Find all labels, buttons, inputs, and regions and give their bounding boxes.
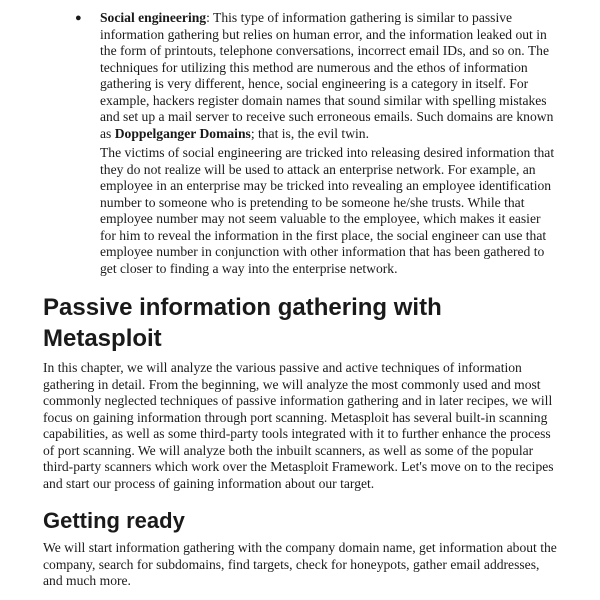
heading-passive-information-gathering: Passive information gathering with Metasploit — [43, 294, 442, 352]
bullet-text-2: ; that is, the evil twin. — [250, 125, 369, 141]
bullet-icon: ● — [75, 12, 82, 24]
social-engineering-bullet — [75, 10, 556, 142]
bullet-emphasis: Doppelganger Domains — [114, 125, 251, 141]
getting-ready-paragraph: We will start information gathering with the company domain name, get information about the company, search for subdomains, find targets, check for honeypots, gather email addresses, and much more. — [43, 540, 557, 588]
victims-paragraph: The victims of social engineering are tricked into releasing desired information that they do not realize will be used to attack an enterprise network. For example, an employee in an enterprise may be tricked into revealing an employee identification number to someone who is pretending to be someone he/she trusts. While that employee number may not seem valuable to the employee, which makes it easier for him to reveal the information in the first place, the social engineer can use that employee number in conjunction with other information that has been gathered to get closer to finding a way into the enterprise network. — [100, 145, 555, 276]
chapter-intro-paragraph: In this chapter, we will analyze the various passive and active techniques of information gathering in detail. From the beginning, we will analyze the most commonly used and most commonly neglected techniques of passive information gathering and in later recipes, we will focus on gaining information through port scanning. Metasploit has several built-in scanning capabilities, as well as some third-party tools integrated with it to further enhance the process of port scanning. We will analyze both the inbuilt scanners, as well as some of the popular third-party scanners which work over the Metasploit Framework. Let's move on to the recipes and start our process of gaining information about our target. — [43, 360, 554, 491]
bullet-text-1: : This type of information gathering is similar to passive information gathering but relies on human error, and the information leaked out in the form of printouts, telephone conversations, incorrect email IDs, and so on. The techniques for utilizing this method are numerous and the ethos of information gathering is very different, hence, social engineering is a category in itself. For example, hackers register domain names that sound similar with spelling mistakes and set up a mail server to receive such erroneous emails. Such domains are known as — [100, 10, 554, 141]
bullet-term: Social engineering — [100, 10, 207, 25]
heading-getting-ready: Getting ready — [43, 508, 185, 533]
bullet-paragraph — [100, 10, 556, 142]
